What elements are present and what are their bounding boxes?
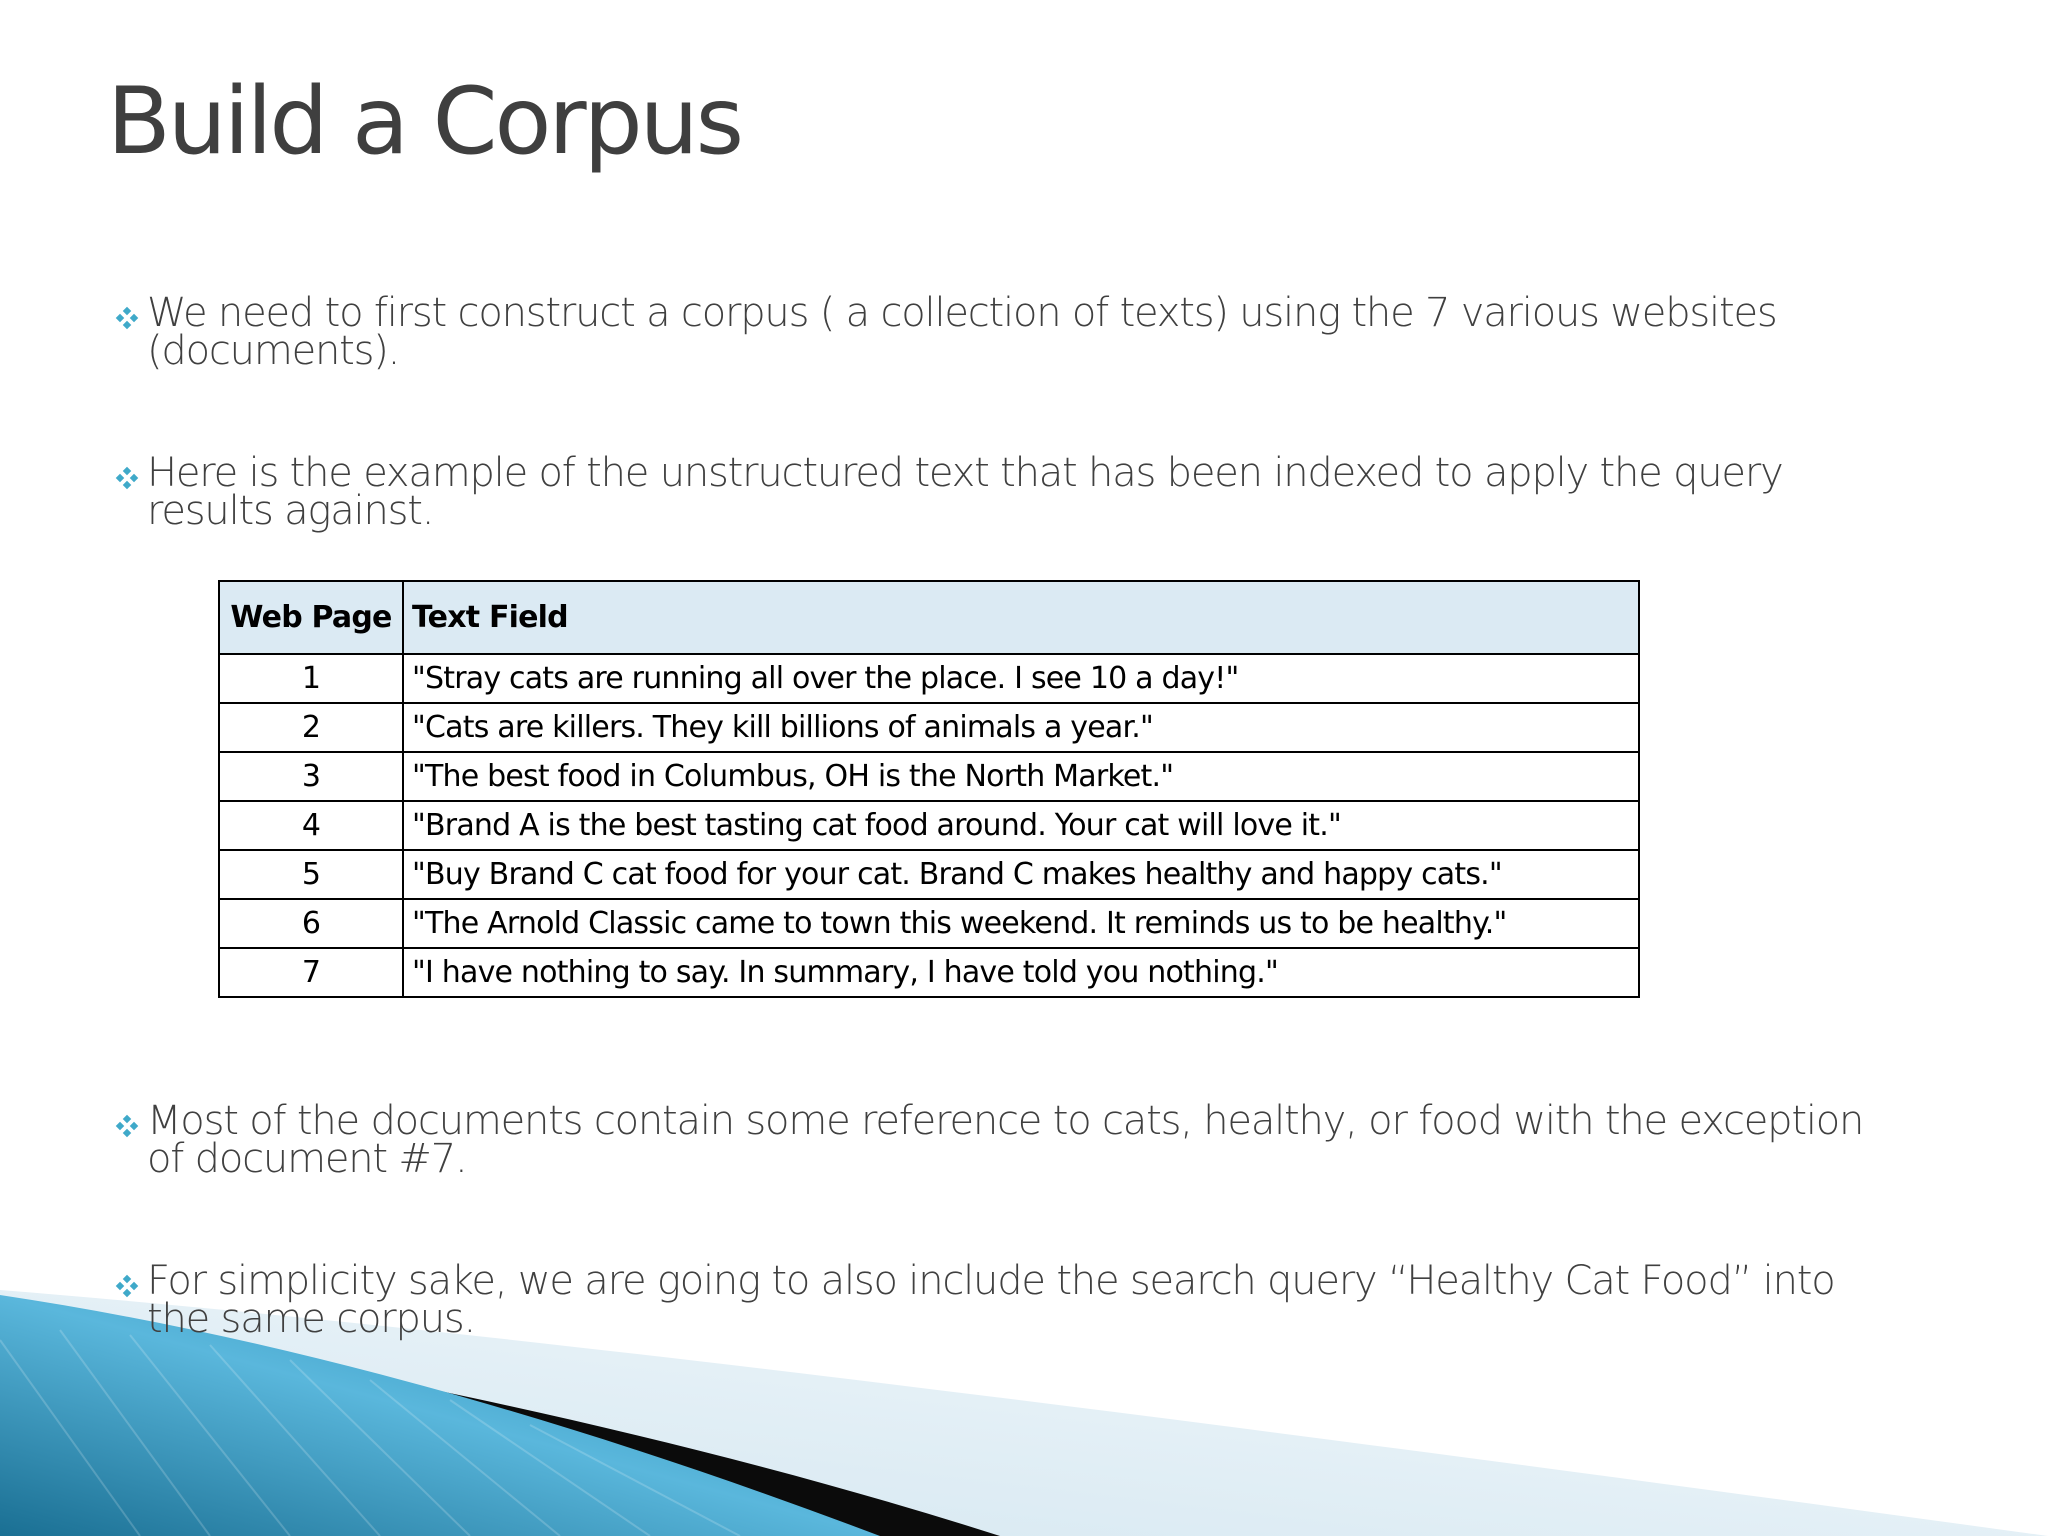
web-page-cell: 7 [219, 948, 403, 997]
text-field-cell: "Cats are killers. They kill billions of animals a year." [403, 703, 1639, 752]
diamond-bullet-icon [107, 1274, 147, 1298]
text-field-cell: "The Arnold Classic came to town this weekend. It reminds us to be healthy." [403, 899, 1639, 948]
text-field-cell: "Stray cats are running all over the place. I see 10 a day!" [403, 654, 1639, 703]
table-header-row [219, 581, 1639, 654]
table-row [219, 801, 1639, 850]
bullet-item [107, 1098, 1907, 1182]
text-field-cell: "I have nothing to say. In summary, I have told you nothing." [403, 948, 1639, 997]
web-page-cell: 4 [219, 801, 403, 850]
table-row [219, 850, 1639, 899]
corpus-table [218, 580, 1640, 998]
web-page-cell: 2 [219, 703, 403, 752]
table-row [219, 948, 1639, 997]
table-row [219, 703, 1639, 752]
diamond-bullet-icon [107, 1114, 147, 1138]
bullet-item [107, 450, 1907, 534]
bullet-item [107, 290, 1907, 374]
bullet-item [107, 1258, 1907, 1342]
web-page-cell: 1 [219, 654, 403, 703]
column-header-text-field: Text Field [403, 581, 1639, 654]
diamond-bullet-icon [107, 306, 147, 330]
text-field-cell: "The best food in Columbus, OH is the North Market." [403, 752, 1639, 801]
web-page-cell: 3 [219, 752, 403, 801]
web-page-cell: 5 [219, 850, 403, 899]
table-row [219, 752, 1639, 801]
web-page-cell: 6 [219, 899, 403, 948]
text-field-cell: "Buy Brand C cat food for your cat. Brand C makes healthy and happy cats." [403, 850, 1639, 899]
table-row [219, 654, 1639, 703]
column-header-web-page: Web Page [219, 581, 403, 654]
bullet-text: Most of the documents contain some reference to cats, healthy, or food with the exception of document #7. [147, 1098, 1864, 1182]
bullet-text: Here is the example of the unstructured text that has been indexed to apply the query results against. [147, 450, 1783, 534]
bullet-text: We need to first construct a corpus ( a collection of texts) using the 7 various websites (documents). [147, 290, 1777, 374]
slide-title: Build a Corpus [107, 67, 742, 175]
diamond-bullet-icon [107, 466, 147, 490]
table-row [219, 899, 1639, 948]
bullet-text: For simplicity sake, we are going to also include the search query “Healthy Cat Food” into the same corpus. [147, 1258, 1835, 1342]
text-field-cell: "Brand A is the best tasting cat food around. Your cat will love it." [403, 801, 1639, 850]
